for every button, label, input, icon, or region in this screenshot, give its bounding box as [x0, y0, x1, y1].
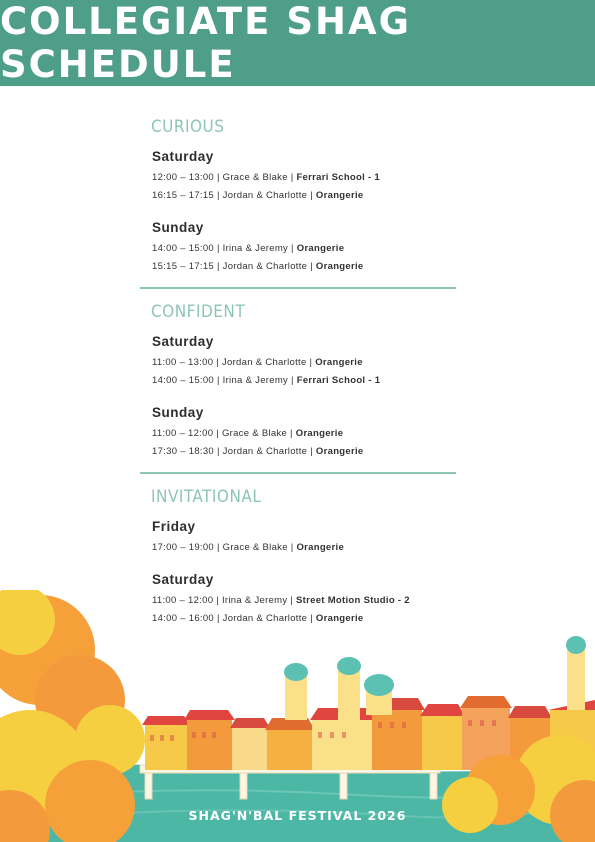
day-block: [152, 404, 456, 461]
section-title: CURIOUS: [151, 117, 225, 137]
day-block: [152, 148, 456, 205]
schedule-entry: [152, 372, 456, 390]
entry-text: 17:30 – 18:30 | Jordan & Charlotte |: [152, 446, 316, 457]
section-divider: [140, 472, 456, 474]
entry-venue: Orangerie: [295, 428, 344, 439]
section-curious: [140, 116, 456, 276]
entry-venue: Orangerie: [296, 542, 345, 553]
footer-festival-name: SHAG'N'BAL FESTIVAL 2026: [188, 808, 407, 823]
entry-text: 14:00 – 15:00 | Irina & Jeremy |: [152, 243, 297, 254]
day-name: Friday: [152, 519, 196, 534]
entry-text: 12:00 – 13:00 | Grace & Blake |: [152, 172, 297, 183]
entry-venue: Orangerie: [315, 446, 364, 457]
header-banner: [0, 0, 595, 86]
schedule-entry: [152, 443, 456, 461]
schedule-entry: [152, 258, 456, 276]
schedule-entry: [152, 354, 456, 372]
entry-text: 11:00 – 13:00 | Jordan & Charlotte |: [152, 357, 316, 368]
day-name: Saturday: [152, 572, 214, 587]
schedule-entry: [152, 539, 456, 557]
entry-venue: Ferrari School - 1: [296, 172, 380, 183]
schedule-entry: [152, 240, 456, 258]
entry-venue: Orangerie: [315, 613, 364, 624]
entry-text: 14:00 – 15:00 | Irina & Jeremy |: [152, 375, 297, 386]
entry-venue: Orangerie: [315, 190, 364, 201]
day-name: Saturday: [152, 149, 214, 164]
entry-venue: Street Motion Studio - 2: [296, 595, 410, 606]
entry-text: 15:15 – 17:15 | Jordan & Charlotte |: [152, 261, 316, 272]
schedule: [140, 116, 456, 628]
city-illustration: [0, 590, 595, 842]
section-title: CONFIDENT: [151, 302, 246, 322]
entry-text: 11:00 – 12:00 | Grace & Blake |: [152, 428, 296, 439]
section-divider: [140, 287, 456, 289]
entry-venue: Orangerie: [315, 357, 363, 368]
day-block: [152, 518, 456, 557]
entry-text: 11:00 – 12:00 | Irina & Jeremy |: [152, 595, 297, 606]
day-name: Saturday: [152, 334, 214, 349]
page-title: COLLEGIATE SHAG SCHEDULE: [0, 0, 411, 86]
entry-text: 17:00 – 19:00 | Grace & Blake |: [152, 542, 297, 553]
day-name: Sunday: [152, 220, 204, 235]
day-name: Sunday: [152, 405, 204, 420]
section-title: INVITATIONAL: [151, 487, 262, 507]
entry-venue: Orangerie: [315, 261, 364, 272]
day-block: [152, 333, 456, 390]
entry-venue: Orangerie: [296, 243, 345, 254]
schedule-entry: [152, 169, 456, 187]
section-confident: [140, 301, 456, 461]
schedule-entry: [152, 187, 456, 205]
schedule-entry: [152, 425, 456, 443]
entry-text: 14:00 – 16:00 | Jordan & Charlotte |: [152, 613, 316, 624]
entry-text: 16:15 – 17:15 | Jordan & Charlotte |: [152, 190, 316, 201]
entry-venue: Ferrari School - 1: [296, 375, 381, 386]
left-foliage: [0, 590, 145, 842]
day-block: [152, 219, 456, 276]
